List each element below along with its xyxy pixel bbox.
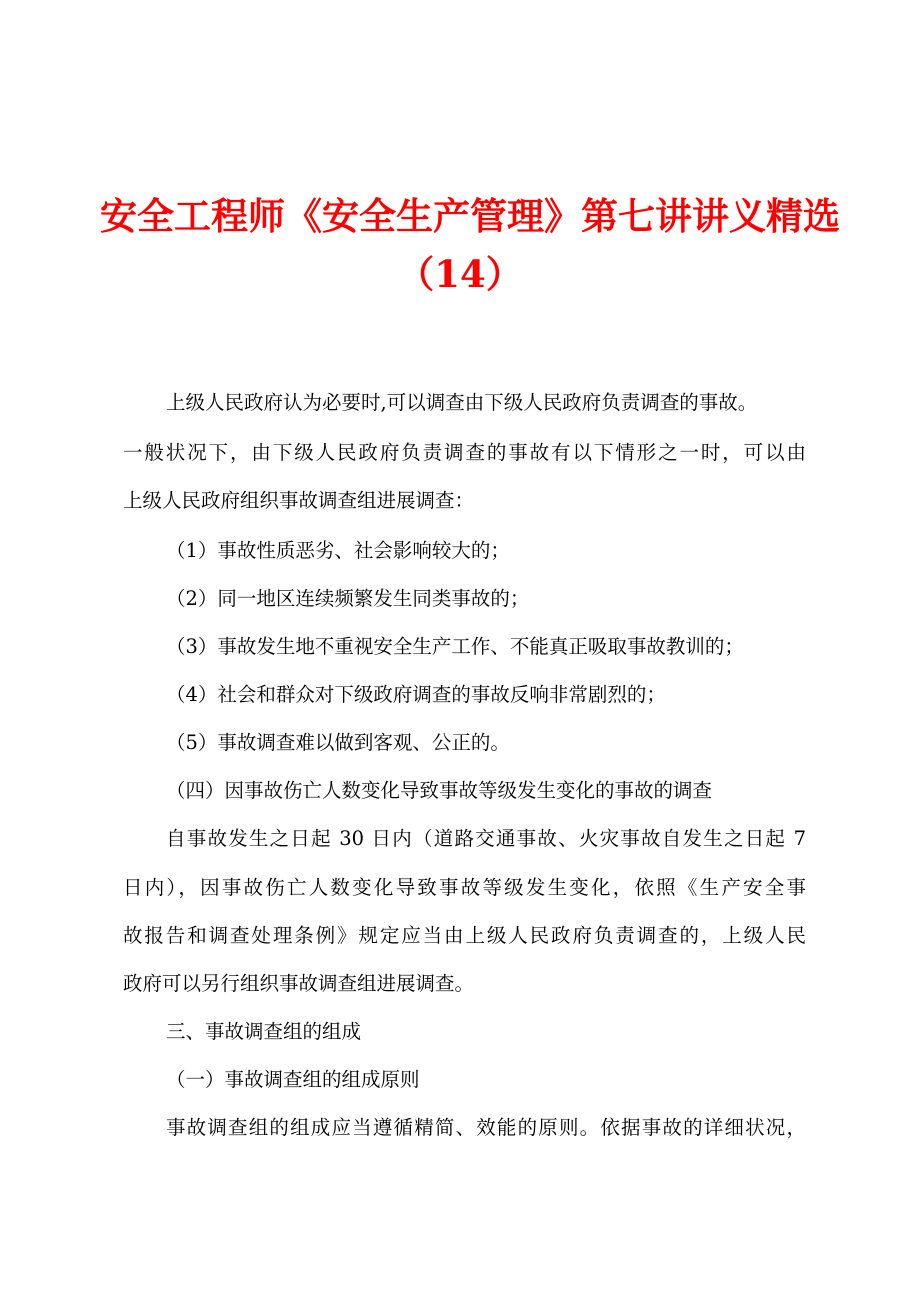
subsection-heading-1: （一）事故调查组的组成原则 [166,1068,420,1091]
paragraph-2-line-2: 日内），因事故伤亡人数变化导致事故等级发生变化，依照《生产安全事 [123,876,806,899]
section-heading-4: （四）因事故伤亡人数变化导致事故等级发生变化的事故的调查 [166,779,713,802]
list-item-2: （2）同一地区连续频繁发生同类事故的； [166,587,530,610]
list-item-5: （5）事故调查难以做到客观、公正的。 [166,731,510,754]
list-item-3: （3）事故发生地不重视安全生产工作、不能真正吸取事故教训的； [166,635,744,658]
list-item-4: （4）社会和群众对下级政府调查的事故反响非常剧烈的； [166,683,666,706]
section-heading-3: 三、事故调查组的组成 [166,1020,362,1043]
paragraph-1-line-1: 上级人民政府认为必要时,可以调查由下级人民政府负责调查的事故。 [166,391,758,414]
list-item-1: （1）事故性质恶劣、社会影响较大的； [166,539,510,562]
paragraph-1-line-3: 上级人民政府组织事故调查组进展调查： [123,489,475,512]
document-title-line-1: 安全工程师《安全生产管理》第七讲讲义精选 [100,194,840,238]
document-title-line-2: （14） [397,252,523,296]
paragraph-3-line-1: 事故调查组的组成应当遵循精简、效能的原则。依据事故的详细状况， [166,1116,806,1139]
paragraph-2-line-3: 故报告和调查处理条例》规定应当由上级人民政府负责调查的，上级人民 [123,924,806,947]
paragraph-1-line-2: 一般状况下，由下级人民政府负责调查的事故有以下情形之一时，可以由 [123,441,806,464]
paragraph-2-line-1: 自事故发生之日起 30 日内（道路交通事故、火灾事故自发生之日起 7 [166,827,806,850]
paragraph-2-line-4: 政府可以另行组织事故调查组进展调查。 [123,972,475,995]
